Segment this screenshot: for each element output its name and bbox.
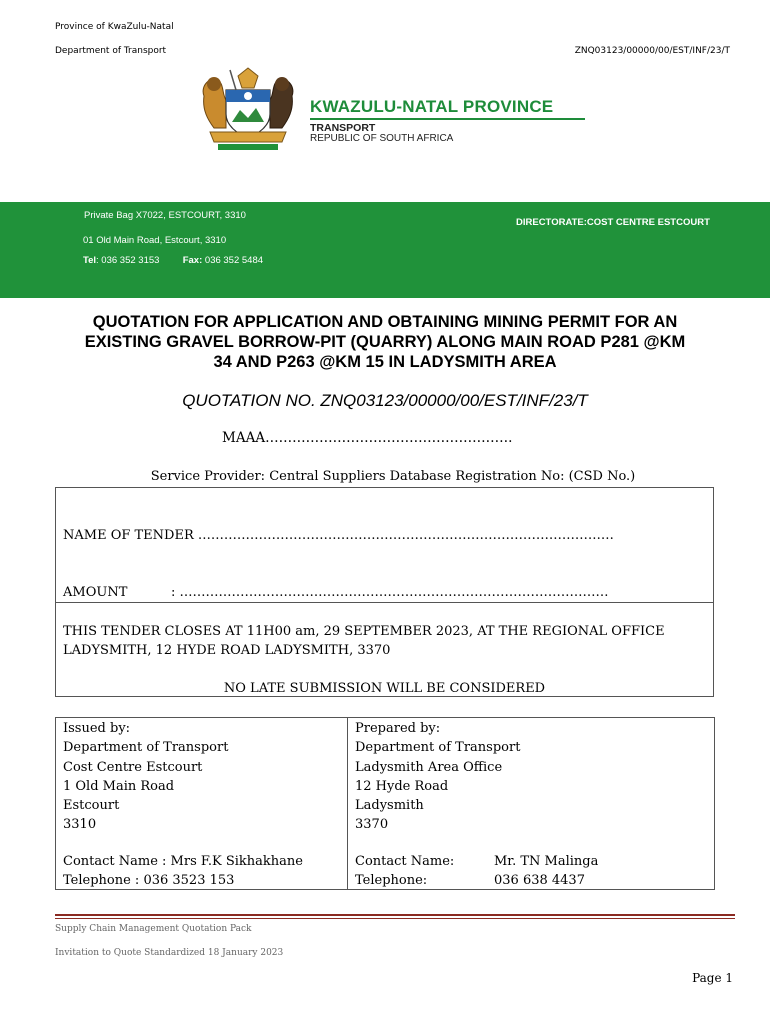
document-title (40, 312, 730, 372)
issued-contact-name: Contact Name : Mrs F.K Sikhakhane (63, 854, 303, 869)
reference-number: ZNQ03123/00000/00/EST/INF/23/T (574, 46, 730, 56)
prepared-line: Ladysmith Area Office (355, 759, 503, 775)
title-line-3: 34 AND P263 @KM 15 IN LADYSMITH AREA (213, 353, 557, 371)
amount-field: : ……………………………………………………………………………………… (171, 585, 609, 600)
logo-title: KWAZULU-NATAL PROVINCE (310, 97, 554, 116)
title-line-1: QUOTATION FOR APPLICATION AND OBTAINING MINING PERMIT FOR AN (92, 313, 678, 331)
province-text: Province of KwaZulu-Natal (55, 22, 174, 32)
coat-of-arms-icon (196, 66, 300, 152)
contacts-table (55, 717, 715, 890)
address-postal: Private Bag X7022, ESTCOURT, 3310 (84, 210, 246, 221)
prepared-telephone-value: 036 638 4437 (494, 873, 585, 888)
footer-pack-title: Supply Chain Management Quotation Pack (55, 924, 252, 934)
address-street: 01 Old Main Road, Estcourt, 3310 (83, 235, 227, 246)
maaa-line: MAAA………………………………………………. (222, 430, 513, 446)
tender-name-field: NAME OF TENDER …………………………………………………………………………………… (63, 528, 614, 543)
title-line-2: EXISTING GRAVEL BORROW-PIT (QUARRY) ALONG MAIN ROAD P281 @KM (84, 333, 686, 351)
department-text: Department of Transport (55, 46, 167, 56)
closing-line-1: THIS TENDER CLOSES AT 11H00 am, 29 SEPTEMBER 2023, AT THE REGIONAL OFFICE (63, 624, 665, 639)
tender-box (55, 487, 714, 697)
footer-rule-bottom (55, 918, 735, 919)
contacts-table-divider (347, 718, 348, 889)
logo-republic: REPUBLIC OF SOUTH AFRICA (310, 133, 454, 144)
contact-banner (0, 202, 770, 298)
footer-standardized: Invitation to Quote Standardized 18 January 2023 (55, 948, 284, 958)
prepared-line: Ladysmith (355, 798, 424, 814)
prepared-telephone-label: Telephone: (355, 873, 428, 888)
issued-line: 3310 (63, 817, 97, 833)
issued-line: Estcourt (63, 798, 120, 814)
issued-line: Department of Transport (63, 740, 229, 756)
fax-label: Fax: (182, 255, 203, 266)
csd-line: Service Provider: Central Suppliers Database Registration No: (CSD No.) (150, 469, 636, 484)
prepared-line: Prepared by: (355, 721, 441, 736)
issued-line: Issued by: (63, 721, 131, 736)
fax-value: 036 352 5484 (202, 255, 264, 266)
tel-value: : 036 352 3153 (96, 255, 160, 266)
amount-label: AMOUNT (63, 585, 128, 600)
tel-label: Tel (83, 255, 97, 266)
quotation-number: QUOTATION NO. ZNQ03123/00000/00/EST/INF/23/T (182, 391, 588, 410)
issued-line: Cost Centre Estcourt (63, 759, 203, 775)
closing-line-2: LADYSMITH, 12 HYDE ROAD LADYSMITH, 3370 (63, 643, 391, 658)
page-number: Page 1 (692, 971, 733, 985)
no-late-submission: NO LATE SUBMISSION WILL BE CONSIDERED (223, 681, 546, 696)
prepared-contact-label: Contact Name: (355, 854, 455, 869)
prepared-line: Department of Transport (355, 740, 521, 756)
prepared-contact-value: Mr. TN Malinga (494, 854, 599, 869)
logo-transport: TRANSPORT (310, 122, 376, 134)
issued-telephone: Telephone : 036 3523 153 (63, 873, 235, 888)
issued-line: 1 Old Main Road (63, 778, 175, 794)
footer-rule-top (55, 914, 735, 916)
prepared-line: 12 Hyde Road (355, 778, 449, 794)
phone-fax-line (83, 255, 263, 266)
tender-box-divider (56, 602, 713, 603)
prepared-by-block (355, 719, 520, 835)
prepared-line: 3370 (355, 817, 389, 833)
issued-by-block (63, 719, 228, 835)
logo-divider (310, 118, 585, 120)
directorate-text: DIRECTORATE:COST CENTRE ESTCOURT (516, 217, 710, 228)
